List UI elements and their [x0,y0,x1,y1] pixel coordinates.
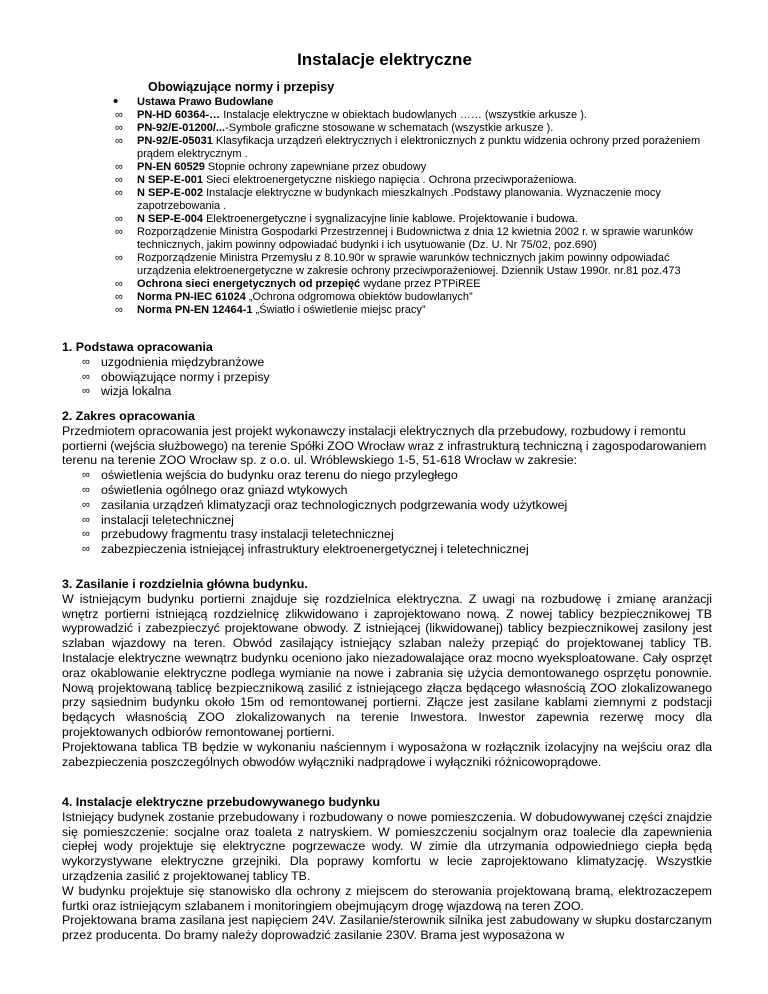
list-item: ∞ Ochrona sieci energetycznych od przepięć wydane przez PTPiREE [115,278,481,290]
document-title: Instalacje elektryczne [297,50,472,69]
list-item: ∞ instalacji teletechnicznej [82,512,234,527]
section-heading: 4. Instalacje elektryczne przebudowywanego budynku [62,795,381,809]
list-item: ∞ PN-EN 60529 Stopnie ochrony zapewniane przez obudowy [115,161,427,173]
paragraph: Projektowana tablica TB będzie w wykonaniu naściennym i wyposażona w rozłącznik izolacyjny na wejściu oraz dla zabezpieczenia poszczególnych obwodów wyłączniki nadprądowe i wyłączniki różnicowoprądowe. [62,739,712,769]
infinity-bullet-icon: ∞ [82,469,90,482]
infinity-bullet-icon: ∞ [82,543,90,556]
section-basis [62,340,712,399]
list-item: ∞ obowiązujące normy i przepisy [82,369,270,384]
infinity-bullet-icon: ∞ [115,226,123,238]
infinity-bullet-icon: ∞ [115,252,123,264]
norms-list [62,93,712,317]
paragraph: W budynku projektuje się stanowisko dla ochrony z miejscem do sterowania projektowaną bramą, elektrozaczepem furtki oraz istniejącym szlabanem i monitoringiem obejmującym drogę wjazdową na teren ZOO. [62,883,712,913]
section-installations [62,795,712,943]
infinity-bullet-icon: ∞ [115,187,123,199]
infinity-bullet-icon: ∞ [115,161,123,173]
infinity-bullet-icon: ∞ [82,513,90,526]
section-scope [62,409,712,557]
list-item: ∞ Rozporządzenie Ministra Gospodarki Przestrzennej i Budownictwa z dnia 12 kwietnia 2002 r. w sprawie warunków technicznych, jakim powinny odpowiadać budynki i ich usytuowanie (Dz. U. Nr 75/02, poz.690) [115,226,693,251]
infinity-bullet-icon: ∞ [115,122,123,134]
list-item: ∞ zabezpieczenia istniejącej infrastruktury elektroenergetycznej i teletechnicznej [82,542,529,557]
infinity-bullet-icon: ∞ [82,528,90,541]
section-heading: 2. Zakres opracowania [62,409,195,423]
norms-heading: Obowiązujące normy i przepisy [148,80,335,94]
infinity-bullet-icon: ∞ [115,174,123,186]
paragraph: Istniejący budynek zostanie przebudowany i rozbudowany o nowe pomieszczenia. W dobudowywanej części znajdzie się pomieszczenie: socjalne oraz toaleta z natryskiem. W pomieszczeniu socjalnym oraz toalecie dla zapewnienia ciepłej wody projektuje się elektryczne pogrzewacze wody. W zimie dla utrzymania odpowiedniego ciepła będą wykorzystywane elektryczne grzejniki. Dla poprawy komfortu w lecie zaprojektowano klimatyzację. Wszystkie urządzenia zasilić z projektowanej tablicy TB. [62,809,712,883]
infinity-bullet-icon: ∞ [82,355,90,368]
list-item: ∞ Rozporządzenie Ministra Przemysłu z 8.10.90r w sprawie warunków technicznych jakim powinny odpowiadać urządzenia elektroenergetyczne w zakresie ochrony przeciwporażeniowej. Dziennik Ustaw 1990r. nr.81 poz.473 [115,252,681,277]
list-item: ∞ przebudowy fragmentu trasy instalacji teletechnicznej [82,527,394,542]
paragraph: Projektowana brama zasilana jest napięciem 24V. Zasilanie/sterownik silnika jest zabudowany w słupku dostarczanym przez producenta. Do bramy należy doprowadzić zasilanie 230V. Brama jest wyposażona w [62,913,712,943]
section-heading: 1. Podstawa opracowania [62,340,213,354]
list-item: ∞ N SEP-E-001 Sieci elektroenergetyczne niskiego napięcia . Ochrona przeciwporażeniowa. [115,174,577,186]
list-item: ∞ wizja lokalna [82,384,172,399]
infinity-bullet-icon: ∞ [82,370,90,383]
infinity-bullet-icon: ∞ [82,498,90,511]
infinity-bullet-icon: ∞ [115,109,123,121]
list-item: ∞ oświetlenia ogólnego oraz gniazd wtykowych [82,482,348,497]
list-item: ∞ PN-92/E-05031 Klasyfikacja urządzeń elektrycznych i elektronicznych z punktu widzenia ochrony przed porażeniem prądem elektrycznym . [115,135,701,160]
infinity-bullet-icon: ∞ [115,278,123,290]
list-item: ∞ oświetlenia wejścia do budynku oraz terenu do niego przyległego [82,468,458,483]
list-item: ∞ zasilania urządzeń klimatyzacji oraz technologicznych podgrzewania wody użytkowej [82,497,568,512]
infinity-bullet-icon: ∞ [115,213,123,225]
list-item: ∞ Norma PN-EN 12464-1 „Światło i oświetlenie miejsc pracy” [115,304,426,316]
list-item: • Ustawa Prawo Budowlane [113,93,274,110]
list-item: ∞ PN-92/E-01200/...-Symbole graficzne stosowane w schematach (wszystkie arkusze ). [115,122,554,134]
infinity-bullet-icon: ∞ [82,385,90,398]
paragraph: Przedmiotem opracowania jest projekt wykonawczy instalacji elektrycznych dla przebudowy, rozbudowy i remontu portierni (wejścia służbowego) na terenie Spółki ZOO Wrocław wraz z infrastrukturą techniczną i zagospodarowaniem terenu na terenie ZOO Wrocław sp. z o.o. ul. Wróblewskiego 1-5, 51-618 Wrocław w zakresie: [62,423,707,468]
section-heading: 3. Zasilanie i rozdzielnia główna budynku. [62,577,308,591]
list-item: ∞ Norma PN-IEC 61024 „Ochrona odgromowa obiektów budowlanych” [115,291,473,303]
paragraph: W istniejącym budynku portierni znajduje się rozdzielnica elektryczna. Z uwagi na rozbudowę i zmianę aranżacji wnętrz portierni istniejącą rozdzielnicę zlikwidowano i zaprojektowano nową. Z nowej tablicy bezpiecznikowej TB wyprowadzić i zabezpieczyć projektowane obwody. Z istniejącej (likwidowanej) tablicy bezpiecznikowej zasilony jest szlaban wjazdowy na teren. Obwód zasilający istniejący szlaban należy przepiąć do projektowanej tablicy TB. Instalacje elektryczne wewnątrz budynku oceniono jako niezadowalające oraz mocno wyeksploatowane. Cały osprzęt oraz okablowanie elektryczne podlega wymianie na nowe i zabrania się użycia demontowanego osprzętu ponownie. Nową projektowaną tablicę bezpiecznikową zasilić z istniejącego złącza będącego własnością ZOO zlokalizowanego przy sąsiednim budynku około 15m od remontowanej portierni. Złącze jest zasilane kablami ziemnymi z podstacji będących własnością ZOO zlokalizowanych na terenie Inwestora. Inwestor zapewnia rezerwę mocy dla projektowanych odbiorów remontowanej portierni. [62,591,712,739]
list-item: ∞ N SEP-E-004 Elektroenergetyczne i sygnalizacyjne linie kablowe. Projektowanie i budowa. [115,213,578,225]
infinity-bullet-icon: ∞ [115,304,123,316]
section-power-supply [62,577,712,769]
list-item: ∞ uzgodnienia międzybranżowe [82,354,265,369]
infinity-bullet-icon: ∞ [115,291,123,303]
infinity-bullet-icon: ∞ [115,135,123,147]
list-item: ∞ PN-HD 60364-… Instalacje elektryczne w obiektach budowlanych …… (wszystkie arkusze ). [115,109,587,121]
list-item: ∞ N SEP-E-002 Instalacje elektryczne w budynkach mieszkalnych .Podstawy planowania. Wyznaczenie mocy zapotrzebowania . [115,187,661,212]
bullet-icon: • [113,93,119,110]
infinity-bullet-icon: ∞ [82,483,90,496]
